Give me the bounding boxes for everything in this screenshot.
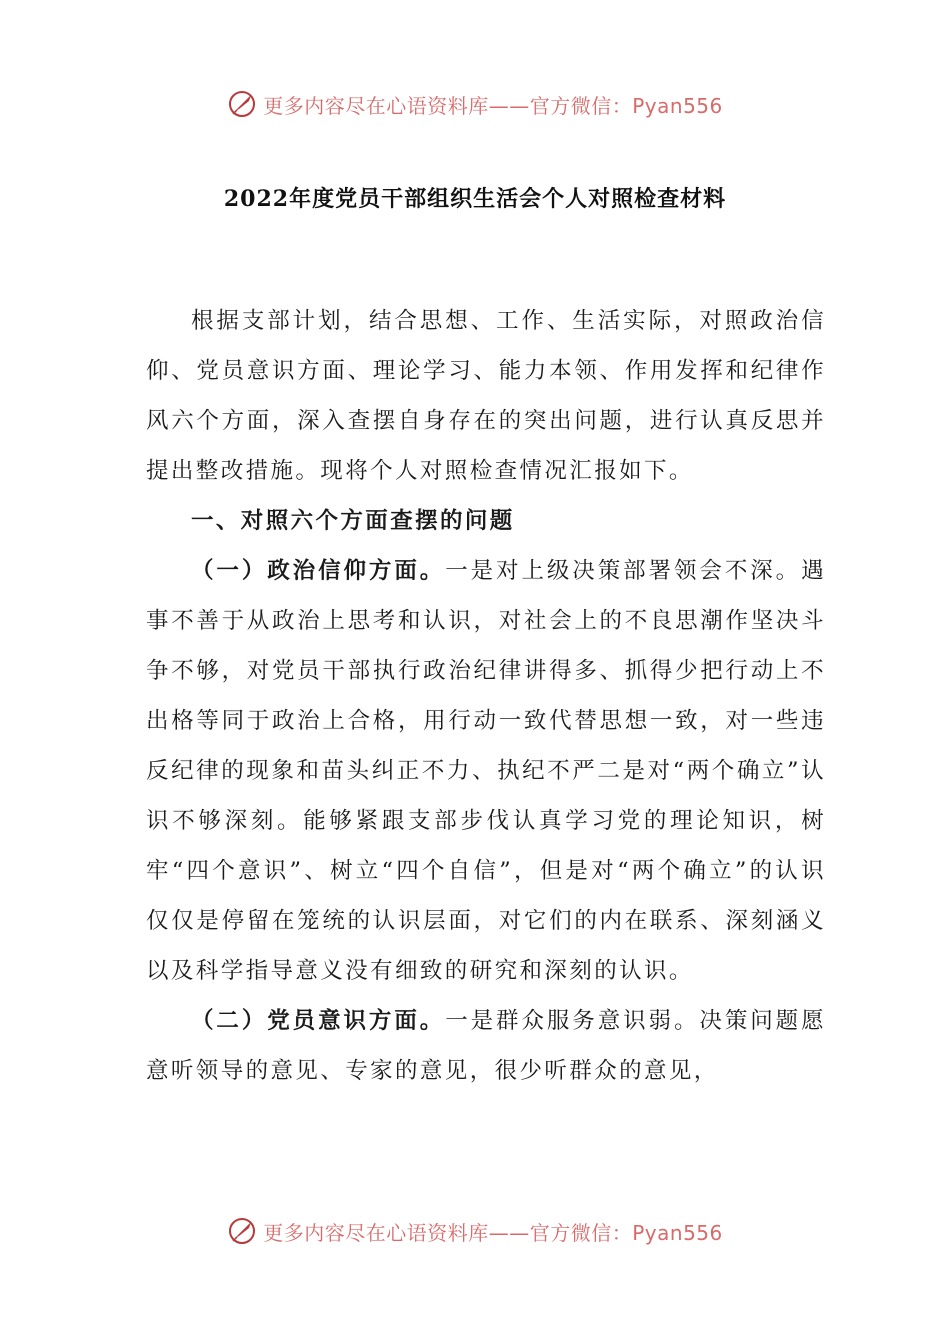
item1-text: 一是对上级决策部署领会不深。遇事不善于从政治上思考和认识，对社会上的不良思潮作坚决斗争不够，对党员干部执行政治纪律讲得多、抓得少把行动上不出格等同于政治上合格，用行动一致代替思想一致，对一些违反纪律的现象和苗头纠正不力、执纪不严二是对“两个确立”认识不够深刻。能够紧跟支部步伐认真学习党的理论知识，树牢“四个意识”、树立“四个自信”，但是对“两个确立”的认识仅仅是停留在笼统的认识层面，对它们的内在联系、深刻涵义以及科学指导意义没有细致的研究和深刻的认识。: [146, 558, 826, 984]
intro-paragraph: 根据支部计划，结合思想、工作、生活实际，对照政治信仰、党员意识方面、理论学习、能力本领、作用发挥和纪律作风六个方面，深入查摆自身存在的突出问题，进行认真反思并提出整改措施。现将个人对照检查情况汇报如下。: [146, 308, 826, 484]
item2-paragraph: [146, 996, 826, 1096]
section-heading: 一、对照六个方面查摆的问题: [191, 508, 515, 534]
quill-pen-logo-icon: [227, 1216, 257, 1246]
watermark-banner-top: [0, 84, 950, 124]
item1-paragraph: [146, 546, 826, 996]
item2-label: （二）党员意识方面。: [191, 1008, 446, 1034]
document-body: [146, 296, 826, 1096]
quill-pen-logo-icon: [227, 89, 257, 119]
page-title: 2022年度党员干部组织生活会个人对照检查材料: [223, 186, 727, 212]
item1-label: （一）政治信仰方面。: [191, 558, 446, 584]
watermark-text: 更多内容尽在心语资料库——官方微信：Pyan556: [263, 1220, 723, 1245]
watermark-banner-bottom: [0, 1211, 950, 1251]
item2-text: 一是群众服务意识弱。决策问题愿意听领导的意见、专家的意见，很少听群众的意见，: [146, 1008, 826, 1084]
watermark-text: 更多内容尽在心语资料库——官方微信：Pyan556: [263, 93, 723, 118]
